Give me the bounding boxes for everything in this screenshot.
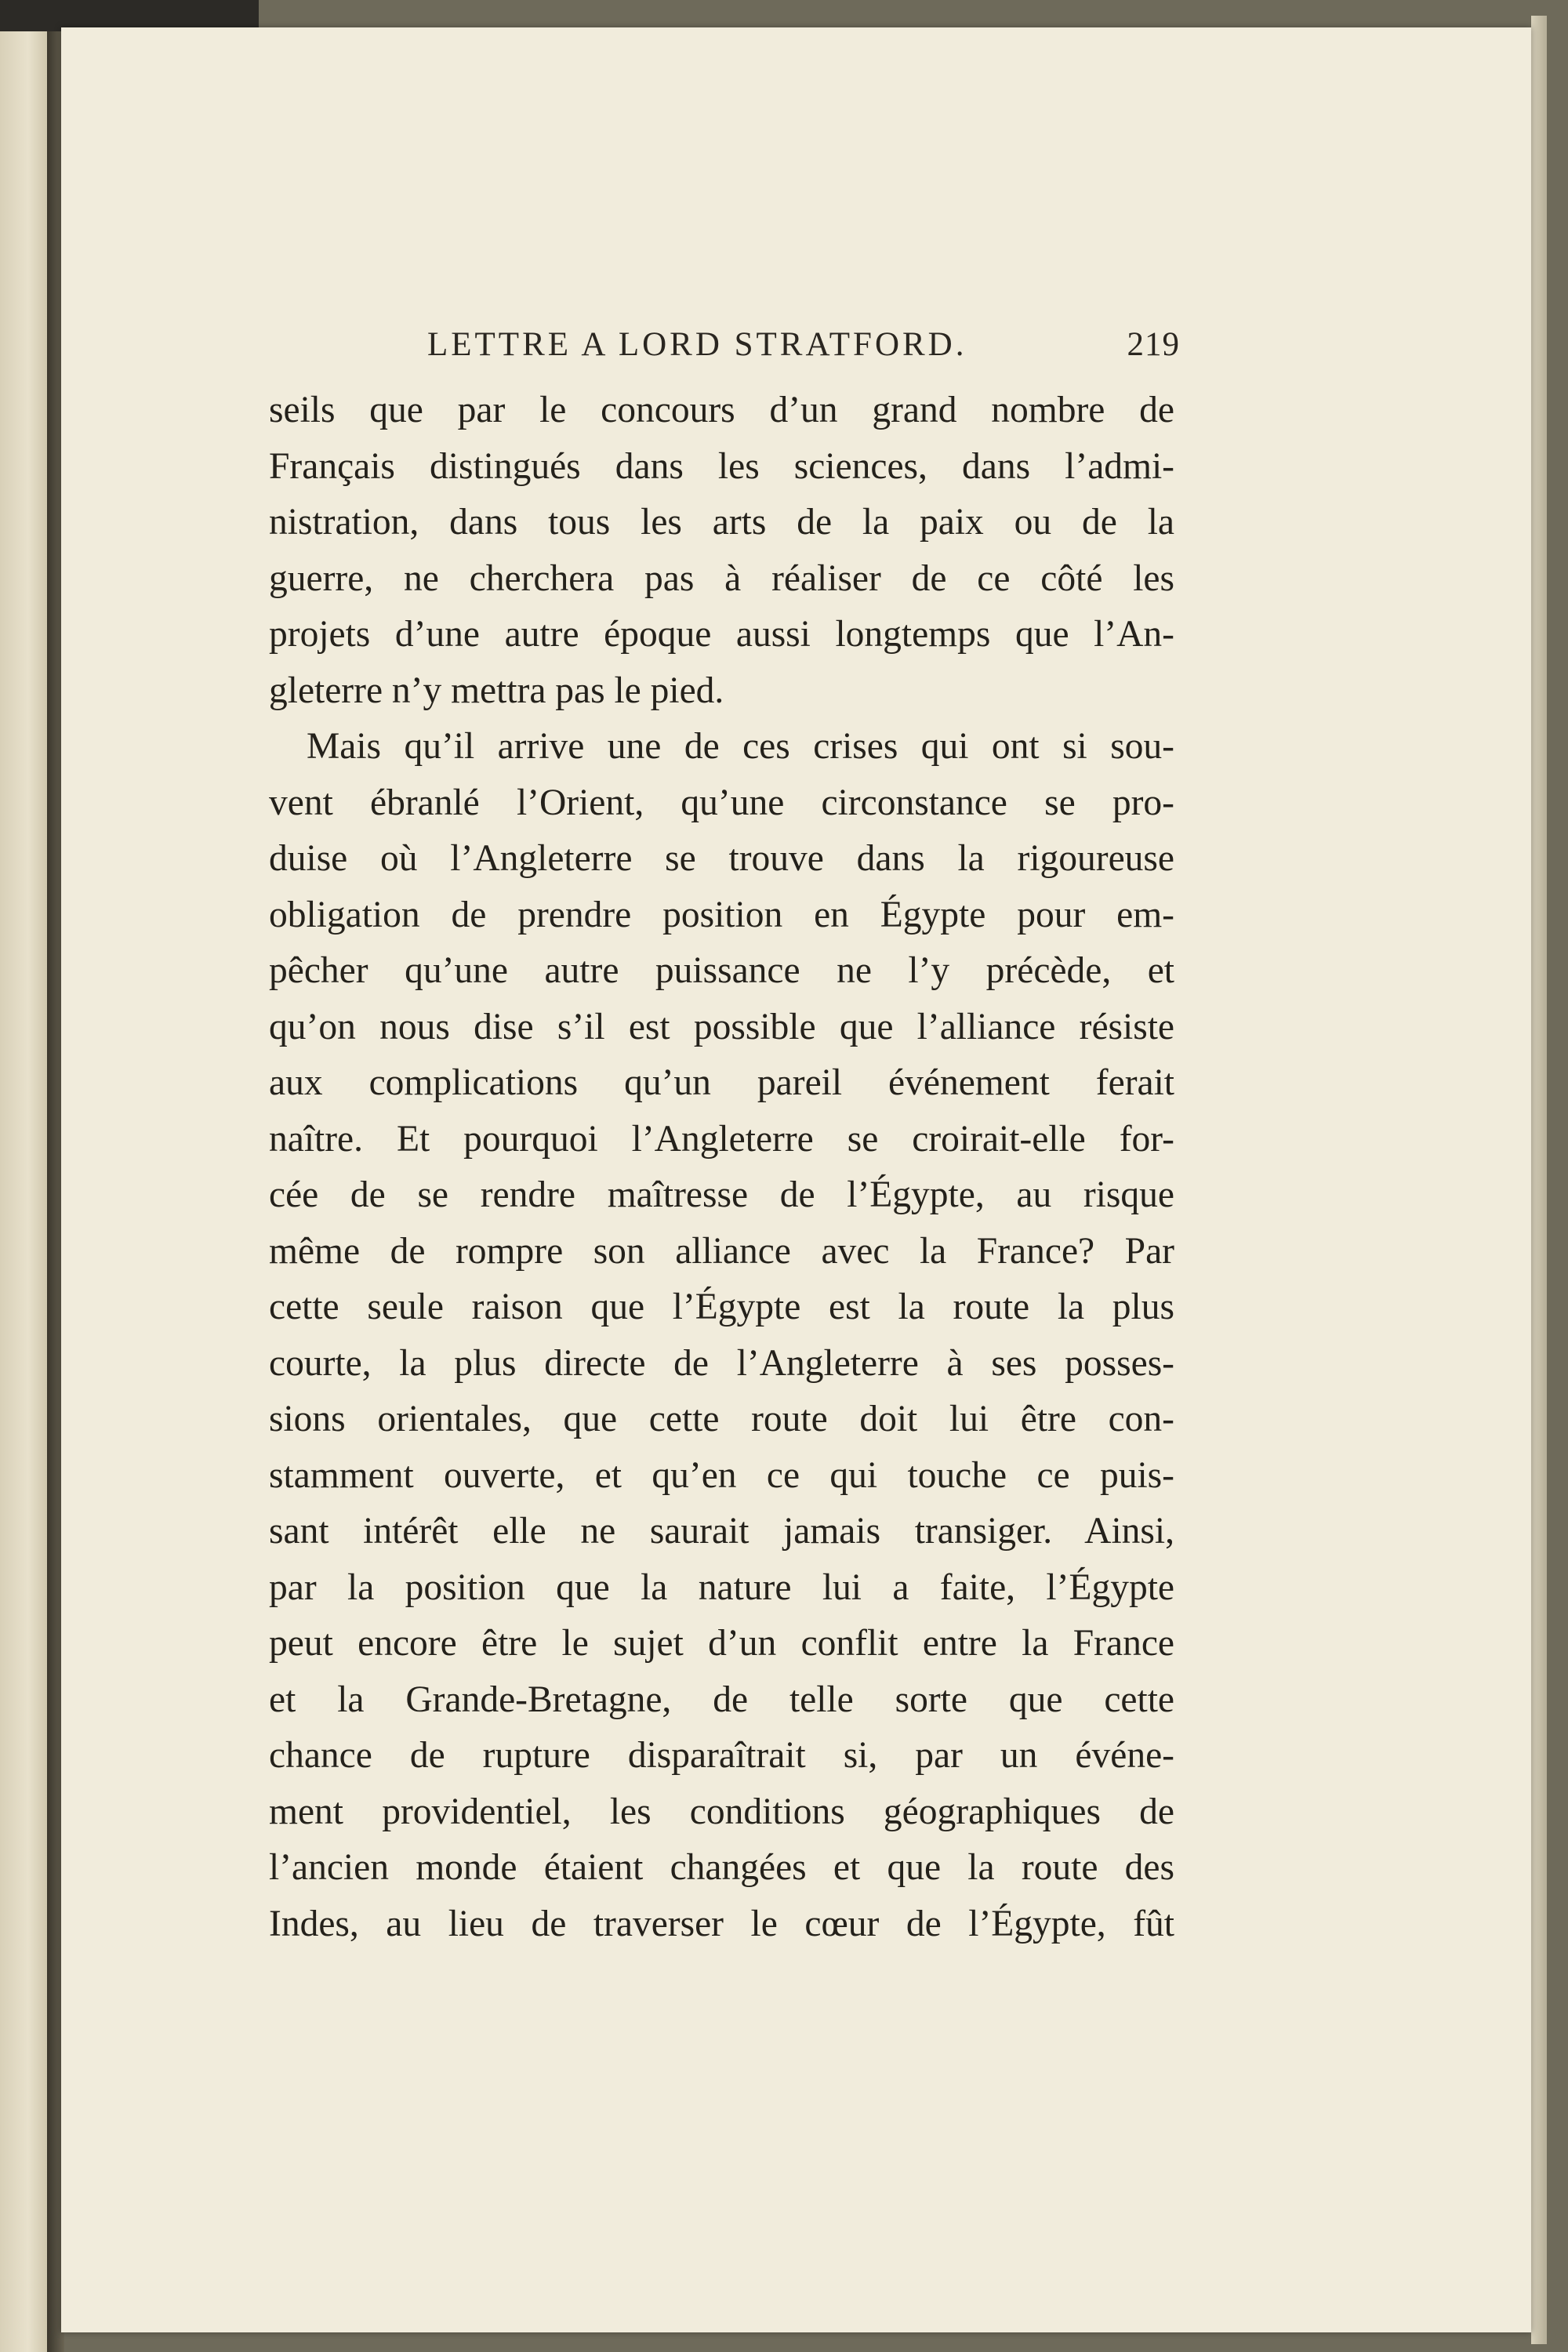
text-line: seils que par le concours d’un grand nombre de [269, 390, 1174, 430]
text-line: et la Grande-Bretagne, de telle sorte que cette [269, 1679, 1174, 1720]
body-text [269, 383, 1174, 1952]
page-number: 219 [1127, 326, 1180, 363]
running-head [427, 325, 1180, 372]
text-line: projets d’une autre époque aussi longtemps que l’An- [269, 614, 1174, 655]
text-line: Indes, au lieu de traverser le cœur de l’Égypte, fût [269, 1903, 1174, 1944]
text-line: guerre, ne cherchera pas à réaliser de ce côté les [269, 557, 1174, 599]
text-line: obligation de prendre position en Égypte pour em- [269, 894, 1174, 935]
text-line: ment providentiel, les conditions géographiques de [269, 1791, 1174, 1832]
text-line: même de rompre son alliance avec la France? Par [269, 1230, 1174, 1272]
text-line: pêcher qu’une autre puissance ne l’y précède, et [269, 950, 1174, 991]
binding-strip [0, 0, 259, 31]
text-line: peut encore être le sujet d’un conflit entre la France [269, 1623, 1174, 1664]
text-line: aux complications qu’un pareil événement ferait [269, 1062, 1174, 1103]
text-line: naître. Et pourquoi l’Angleterre se croirait-elle for- [269, 1118, 1174, 1160]
text-line: gleterre n’y mettra pas le pied. [269, 670, 724, 711]
text-line: courte, la plus directe de l’Angleterre à ses posses- [269, 1342, 1174, 1384]
facing-page-edge [0, 0, 47, 2352]
text-line: stamment ouverte, et qu’en ce qui touche ce puis- [269, 1454, 1174, 1496]
text-line: nistration, dans tous les arts de la paix ou de la [269, 502, 1174, 543]
text-line: sant intérêt elle ne saurait jamais transiger. Ainsi, [269, 1511, 1174, 1552]
text-line: chance de rupture disparaîtrait si, par un événe- [269, 1735, 1174, 1776]
text-line: duise où l’Angleterre se trouve dans la rigoureuse [269, 838, 1174, 879]
text-line: cette seule raison que l’Égypte est la route la plus [269, 1287, 1174, 1327]
paragraph-start-line: Mais qu’il arrive une de ces crises qui ont si sou- [307, 726, 1174, 767]
text-line: qu’on nous dise s’il est possible que l’alliance résiste [269, 1006, 1174, 1047]
text-line: vent ébranlé l’Orient, qu’une circonstance se pro- [269, 782, 1174, 823]
text-line: par la position que la nature lui a faite, l’Égypte [269, 1566, 1174, 1608]
text-line: sions orientales, que cette route doit lui être con- [269, 1399, 1174, 1439]
text-line: cée de se rendre maîtresse de l’Égypte, au risque [269, 1174, 1174, 1215]
text-line: l’ancien monde étaient changées et que la route des [269, 1847, 1174, 1888]
running-title: LETTRE A LORD STRATFORD. [427, 326, 967, 363]
page-stack-edge [1531, 16, 1547, 2344]
text-line: Français distingués dans les sciences, dans l’admi- [269, 445, 1174, 487]
